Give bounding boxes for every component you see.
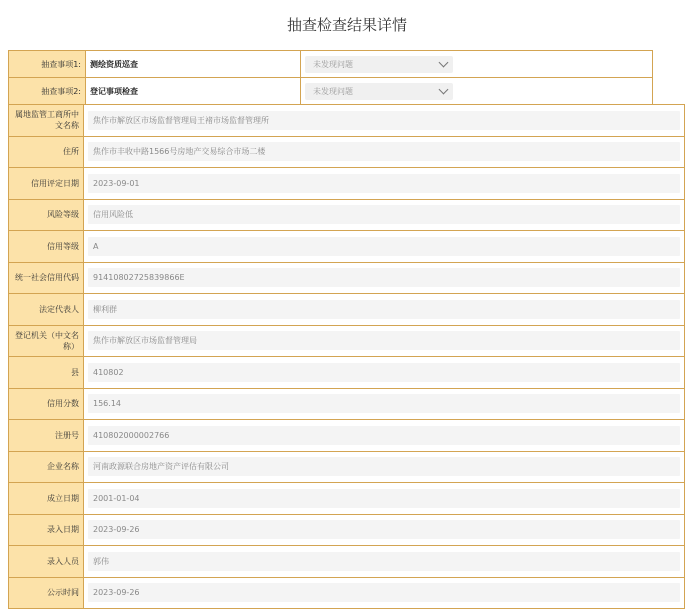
field-label: 企业名称 bbox=[9, 451, 84, 483]
field-label: 法定代表人 bbox=[9, 294, 84, 326]
item-name: 测绘资质巡查 bbox=[86, 51, 301, 78]
detail-row bbox=[9, 577, 685, 609]
detail-row bbox=[9, 546, 685, 578]
field-label: 公示时间 bbox=[9, 577, 84, 609]
field-value: 2001-01-04 bbox=[88, 489, 680, 508]
detail-row bbox=[9, 388, 685, 420]
field-value: 焦作市解放区市场监督管理局王褚市场监督管理所 bbox=[88, 111, 680, 130]
inspection-items-table bbox=[8, 50, 653, 105]
chevron-down-icon bbox=[439, 58, 449, 68]
field-label: 信用分数 bbox=[9, 388, 84, 420]
detail-row bbox=[9, 294, 685, 326]
field-label: 风险等级 bbox=[9, 199, 84, 231]
detail-row bbox=[9, 199, 685, 231]
chevron-down-icon bbox=[439, 85, 449, 95]
detail-row bbox=[9, 231, 685, 263]
detail-row bbox=[9, 168, 685, 200]
field-value: 郭伟 bbox=[88, 552, 680, 571]
inspection-item-row bbox=[9, 51, 653, 78]
field-label: 录入日期 bbox=[9, 514, 84, 546]
inspection-item-row bbox=[9, 78, 653, 105]
field-value: A bbox=[88, 237, 680, 256]
field-label: 成立日期 bbox=[9, 483, 84, 515]
field-value: 信用风险低 bbox=[88, 205, 680, 224]
field-value: 河南政源联合房地产资产评估有限公司 bbox=[88, 457, 680, 476]
detail-row bbox=[9, 325, 685, 357]
field-label: 注册号 bbox=[9, 420, 84, 452]
detail-row bbox=[9, 136, 685, 168]
detail-table bbox=[8, 104, 685, 609]
detail-row bbox=[9, 420, 685, 452]
field-value: 焦作市丰收中路1566号房地产交易综合市场二楼 bbox=[88, 142, 680, 161]
field-label: 信用评定日期 bbox=[9, 168, 84, 200]
field-label: 录入人员 bbox=[9, 546, 84, 578]
field-value: 2023-09-26 bbox=[88, 583, 680, 602]
detail-row bbox=[9, 105, 685, 137]
field-value: 柳利群 bbox=[88, 300, 680, 319]
field-label: 住所 bbox=[9, 136, 84, 168]
field-value: 91410802725839866E bbox=[88, 268, 680, 287]
result-select[interactable] bbox=[305, 83, 453, 100]
field-label: 属地监管工商所中文名称 bbox=[9, 105, 84, 137]
field-value: 焦作市解放区市场监督管理局 bbox=[88, 331, 680, 350]
result-select-value: 未发现问题 bbox=[313, 60, 353, 69]
field-value: 2023-09-26 bbox=[88, 520, 680, 539]
detail-row bbox=[9, 514, 685, 546]
result-select-value: 未发现问题 bbox=[313, 87, 353, 96]
field-label: 统一社会信用代码 bbox=[9, 262, 84, 294]
detail-row bbox=[9, 262, 685, 294]
field-label: 信用等级 bbox=[9, 231, 84, 263]
item-name: 登记事项检查 bbox=[86, 78, 301, 105]
field-value: 410802 bbox=[88, 363, 680, 382]
field-label: 县 bbox=[9, 357, 84, 389]
item-label: 抽查事项1: bbox=[9, 51, 86, 78]
detail-row bbox=[9, 357, 685, 389]
field-value: 410802000002766 bbox=[88, 426, 680, 445]
result-select[interactable] bbox=[305, 56, 453, 73]
field-value: 156.14 bbox=[88, 394, 680, 413]
field-value: 2023-09-01 bbox=[88, 174, 680, 193]
detail-row bbox=[9, 483, 685, 515]
detail-row bbox=[9, 451, 685, 483]
field-label: 登记机关（中文名称） bbox=[9, 325, 84, 357]
item-label: 抽查事项2: bbox=[9, 78, 86, 105]
page-title: 抽查检查结果详情 bbox=[286, 16, 407, 34]
